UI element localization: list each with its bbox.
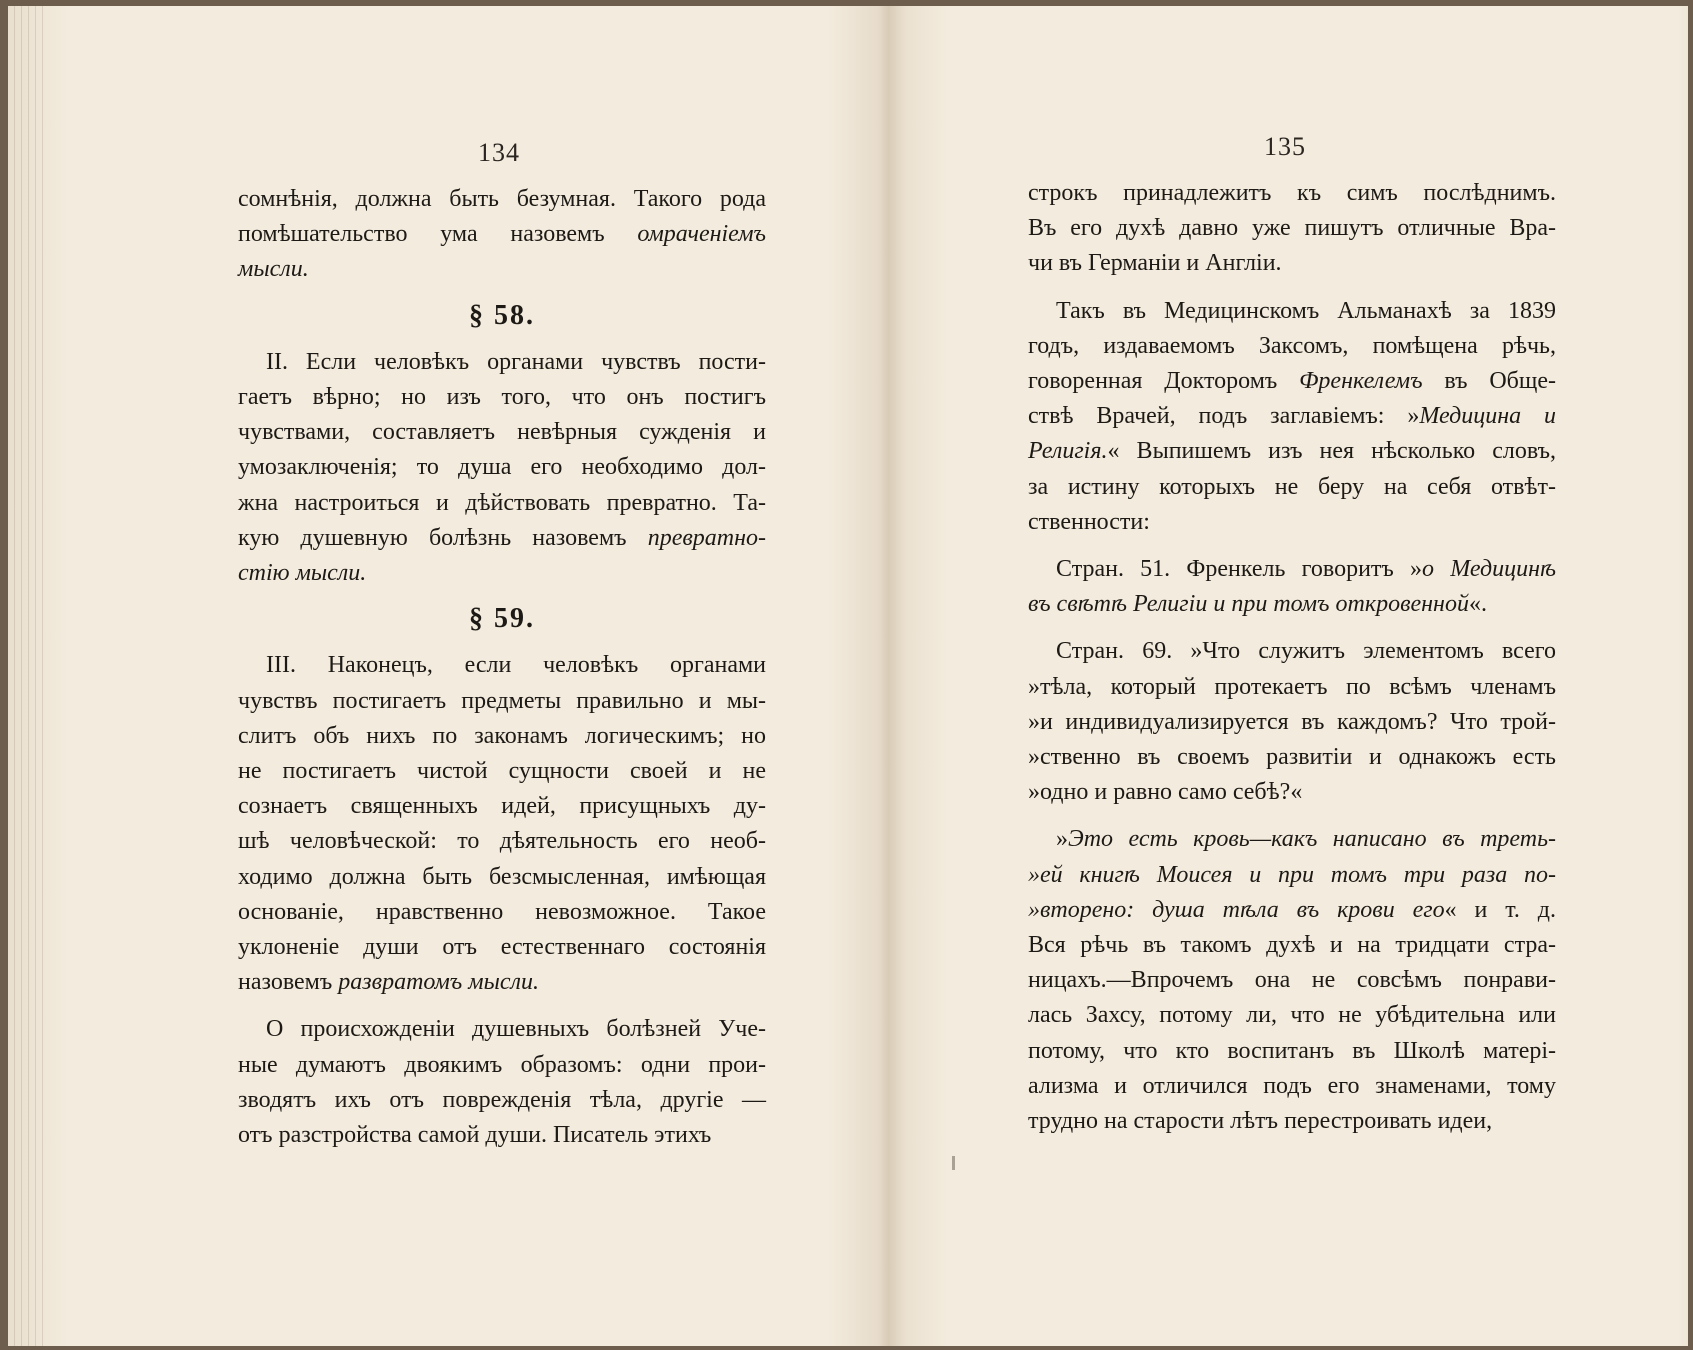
text-segment: уклоненіе души отъ естественнаго состоянія — [238, 934, 766, 961]
text-segment: трудно на старости лѣтъ перестроивать идеи, — [1028, 1108, 1493, 1135]
text-segment: «. — [1468, 591, 1487, 618]
text-segment: зводятъ ихъ отъ поврежденія тѣла, другіе — — [238, 1086, 766, 1113]
text-line — [1028, 858, 1556, 893]
page-number-left: 134 — [478, 138, 520, 167]
text-line — [238, 1012, 766, 1047]
text-line — [1028, 998, 1556, 1033]
text-segment: ходимо должна быть безсмысленная, имѣющая — [238, 863, 766, 890]
italic-text: Френкелемъ — [1299, 368, 1423, 395]
text-line — [1028, 963, 1556, 998]
text-segment: говоренная Докторомъ — [1028, 368, 1300, 395]
italic-text: » — [1028, 896, 1040, 923]
text-line — [1028, 1034, 1556, 1069]
text-line — [238, 1118, 766, 1153]
text-segment: отъ разстройства самой души. Писатель этихъ — [238, 1122, 712, 1149]
italic-text: превратно- — [647, 524, 766, 551]
page-number-right: 135 — [1264, 132, 1306, 161]
text-segment: за истину которыхъ не беру на себя отвѣт- — [1028, 473, 1556, 500]
text-line — [238, 860, 766, 895]
text-line — [1028, 399, 1556, 434]
section-heading: § 58. — [469, 299, 535, 331]
text-line — [1028, 505, 1556, 540]
text-segment: жна настроиться и дѣйствовать превратно. Та- — [238, 489, 766, 516]
paragraph-gap — [1028, 810, 1556, 822]
text-segment: умозаключенія; то душа его необходимо дол- — [238, 454, 766, 481]
paragraph-gap — [1028, 622, 1556, 634]
italic-text: въ свѣтѣ Религіи и при томъ откровенной — [1028, 591, 1469, 618]
text-line — [238, 684, 766, 719]
paragraph-gap — [1028, 282, 1556, 294]
text-line — [238, 719, 766, 754]
italic-text: Медицина и — [1419, 403, 1556, 430]
italic-text: ей книгѣ Моисея и при томъ три раза по- — [1040, 861, 1556, 888]
text-segment: »ственно въ своемъ развитіи и однакожъ есть — [1028, 744, 1556, 771]
italic-text: развратомъ мысли. — [338, 969, 539, 996]
text-segment: сознаетъ священныхъ идей, присущныхъ ду- — [238, 793, 766, 820]
text-segment: чувствъ постигаетъ предметы правильно и мы- — [238, 687, 766, 714]
text-segment: чувствами, составляетъ невѣрныя сужденія и — [238, 419, 766, 446]
text-line — [238, 556, 766, 591]
text-line — [238, 415, 766, 450]
text-segment: Стран. 51. Френкель говоритъ » — [1056, 556, 1423, 583]
left-page — [8, 6, 888, 1346]
book-spread — [8, 6, 1688, 1346]
italic-text: омраченіемъ — [637, 221, 766, 248]
italic-text: мысли. — [238, 256, 309, 283]
text-line — [1028, 1069, 1556, 1104]
text-segment: О происхожденіи душевныхъ болѣзней Уче- — [266, 1016, 766, 1043]
text-line — [238, 930, 766, 965]
text-segment: шѣ человѣческой: то дѣятельность его необ- — [238, 828, 766, 855]
text-segment: чи въ Германіи и Англіи. — [1028, 250, 1282, 277]
text-line — [238, 895, 766, 930]
text-segment: Такъ въ Медицинскомъ Альманахѣ за 1839 — [1056, 297, 1556, 324]
text-line — [1028, 246, 1556, 281]
text-segment: ные думаютъ двоякимъ образомъ: одни прои- — [238, 1051, 766, 1078]
page-edge-stack — [8, 6, 48, 1346]
left-page-text — [238, 182, 766, 1153]
italic-text: стію мысли. — [238, 560, 367, 587]
text-segment: потому, что кто воспитанъ въ Школѣ матері- — [1028, 1037, 1556, 1064]
text-segment: « и т. д. — [1444, 896, 1556, 923]
text-segment: Въ его духѣ давно уже пишутъ отличные Вра- — [1028, 215, 1556, 242]
text-line — [238, 380, 766, 415]
text-segment: »одно и равно само себѣ?« — [1028, 779, 1303, 806]
text-segment: »и индивидуализируется въ каждомъ? Что трой- — [1028, 708, 1556, 735]
text-line — [238, 965, 766, 1000]
text-segment: « Выпишемъ изъ нея нѣсколько словъ, — [1107, 438, 1556, 465]
text-line — [238, 1048, 766, 1083]
text-segment: ственности: — [1028, 508, 1150, 535]
text-line — [1028, 705, 1556, 740]
italic-text: Это есть кровь—какъ написано въ треть- — [1068, 826, 1556, 853]
text-line — [238, 486, 766, 521]
text-line — [238, 824, 766, 859]
italic-text: вторено: душа тѣла въ крови его — [1040, 896, 1445, 923]
text-line — [1028, 928, 1556, 963]
text-line — [238, 521, 766, 556]
text-line — [1028, 740, 1556, 775]
text-segment: сомнѣнія, должна быть безумная. Такого рода — [238, 186, 766, 212]
text-line — [238, 182, 766, 217]
text-line — [1028, 822, 1556, 857]
text-line — [1028, 329, 1556, 364]
paragraph-gap — [1028, 540, 1556, 552]
text-segment: основаніе, нравственно невозможное. Такое — [238, 898, 766, 925]
right-page-text — [1028, 176, 1556, 1139]
italic-text: » — [1028, 861, 1040, 888]
text-segment: III. Наконецъ, если человѣкъ органами — [266, 652, 766, 679]
ink-speck — [952, 1156, 955, 1170]
paragraph-gap — [238, 1000, 766, 1012]
text-line — [1028, 587, 1556, 622]
text-line — [1028, 1104, 1556, 1139]
text-line — [1028, 434, 1556, 469]
text-line — [238, 648, 766, 683]
text-segment: II. Если человѣкъ органами чувствъ пости- — [266, 348, 766, 375]
text-segment: не постигаетъ чистой сущности своей и не — [238, 758, 766, 785]
text-line — [238, 252, 766, 287]
text-segment: Вся рѣчь въ такомъ духѣ и на тридцати стра- — [1028, 932, 1556, 959]
italic-text: Религія. — [1028, 438, 1108, 465]
text-segment: годъ, издаваемомъ Заксомъ, помѣщена рѣчь, — [1028, 332, 1556, 359]
text-segment: лась Захсу, потому ли, что не убѣдительна или — [1028, 1002, 1556, 1029]
text-line — [238, 217, 766, 252]
right-page — [888, 6, 1688, 1346]
text-segment: назовемъ — [238, 969, 339, 996]
text-line — [238, 450, 766, 485]
section-heading: § 59. — [469, 603, 535, 635]
text-line — [1028, 294, 1556, 329]
text-segment: ствѣ Врачей, подъ заглавіемъ: » — [1028, 403, 1420, 430]
text-line — [1028, 670, 1556, 705]
text-line — [1028, 176, 1556, 211]
text-line — [1028, 634, 1556, 669]
text-line — [1028, 470, 1556, 505]
text-line — [1028, 552, 1556, 587]
text-segment: » — [1056, 826, 1068, 853]
text-line — [1028, 893, 1556, 928]
text-segment: ницахъ.—Впрочемъ она не совсѣмъ понрави- — [1028, 967, 1556, 994]
text-segment: строкъ принадлежитъ къ симъ послѣднимъ. — [1028, 180, 1556, 206]
text-line — [1028, 211, 1556, 246]
text-line — [238, 754, 766, 789]
text-segment: гаетъ вѣрно; но изъ того, что онъ постигъ — [238, 384, 766, 411]
text-segment: Стран. 69. »Что служитъ элементомъ всего — [1056, 638, 1556, 665]
text-segment: ализма и отличился подъ его знаменами, тому — [1028, 1072, 1556, 1099]
text-segment: помѣшательство ума назовемъ — [238, 221, 638, 248]
text-line — [238, 789, 766, 824]
text-line — [1028, 364, 1556, 399]
text-line — [1028, 775, 1556, 810]
italic-text: о Медицинѣ — [1422, 556, 1556, 583]
text-segment: »тѣла, который протекаетъ по всѣмъ членамъ — [1028, 673, 1556, 700]
text-line — [238, 345, 766, 380]
text-segment: кую душевную болѣзнь назовемъ — [238, 524, 648, 551]
text-segment: въ Обще- — [1422, 368, 1556, 395]
text-line — [238, 1083, 766, 1118]
text-segment: слитъ объ нихъ по законамъ логическимъ; но — [238, 722, 766, 749]
